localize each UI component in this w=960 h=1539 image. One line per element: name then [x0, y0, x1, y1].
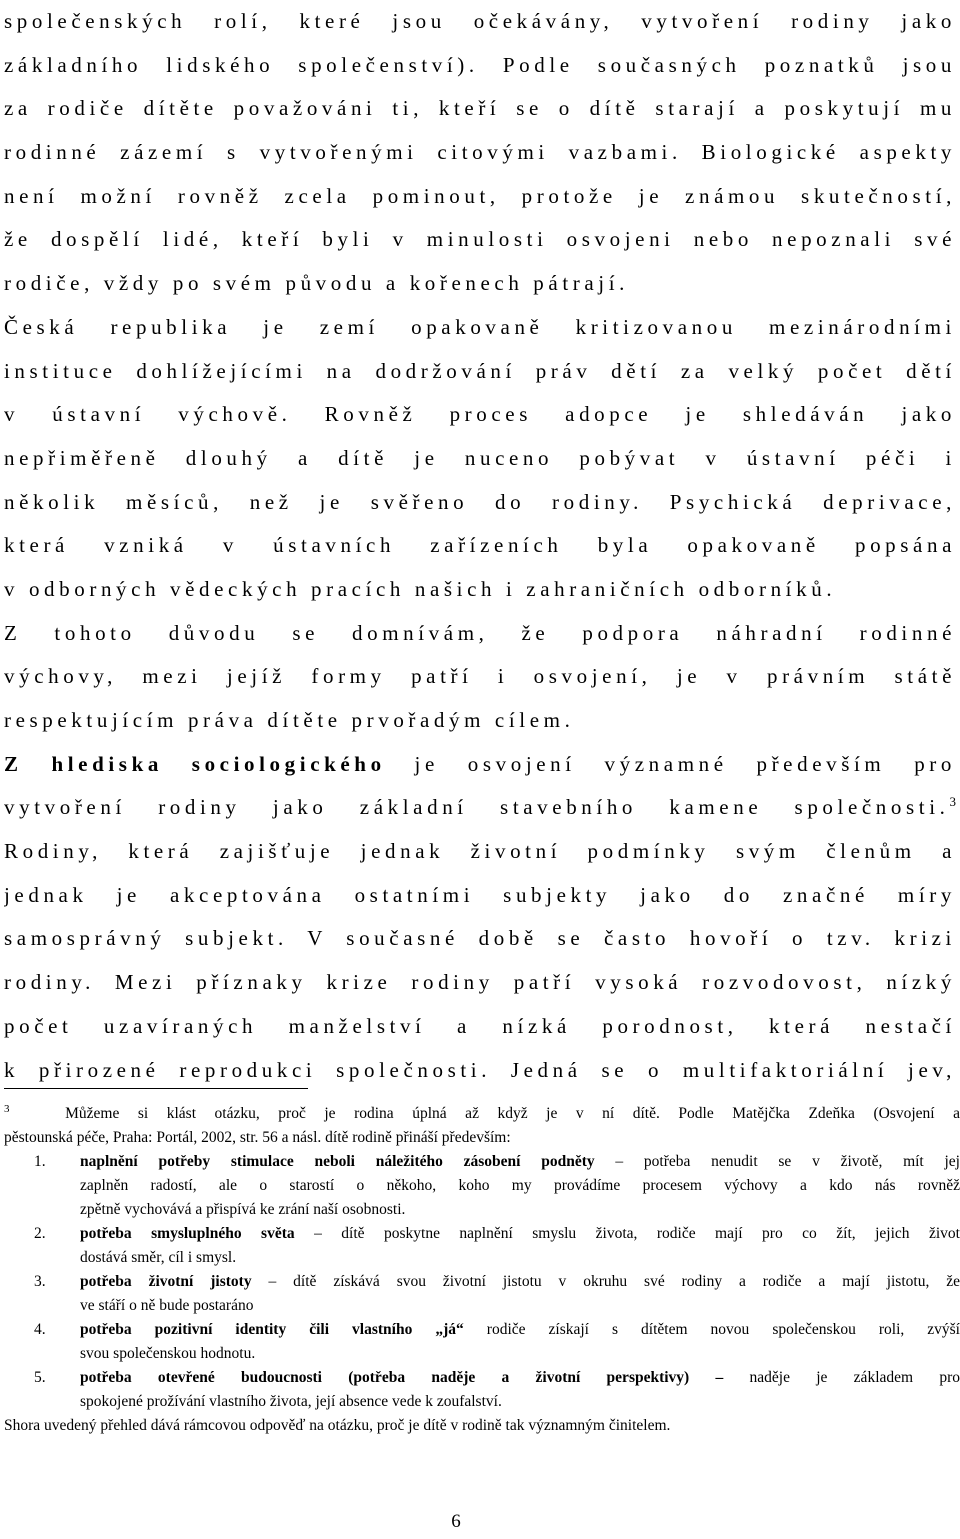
footnote-line	[80, 1270, 960, 1294]
text-line: počet uzavíraných manželství a nízká porodnost, která nestačí	[4, 1013, 956, 1038]
main-text	[4, 0, 956, 1092]
footnote-line	[80, 1150, 960, 1174]
page-number: 6	[451, 1511, 461, 1532]
bold-lead: Z hlediska sociologického	[4, 751, 386, 776]
item-number: 3.	[34, 1273, 46, 1290]
item-text: rodiče získají s dítětem novou společenskou roli, zvýší	[463, 1321, 960, 1338]
footnote-line	[80, 1318, 960, 1342]
text-line: k přirozené reprodukci společnosti. Jedná se o multifaktoriální jev,	[4, 1057, 956, 1082]
footnote-line: spokojené prožívání vlastního života, její absence vede k zoufalství.	[80, 1393, 502, 1410]
text-line: Rodiny, která zajišťuje jednak životní podmínky svým členům a	[4, 839, 956, 864]
text-line: nepřiměřeně dlouhý a dítě je nuceno pobývat v ústavní péči i	[4, 445, 956, 470]
list-item	[4, 1222, 960, 1270]
text-line: za rodiče dítěte považováni ti, kteří se o dítě starají a poskytují mu	[4, 96, 956, 121]
item-heading: naplnění potřeby stimulace neboli náležitého zásobení podněty	[80, 1153, 595, 1170]
text-line: respektujícím práva dítěte prvořadým cílem.	[4, 708, 575, 732]
footnote-line: ve stáří o ně bude postaráno	[80, 1297, 254, 1314]
document-page	[4, 0, 960, 1539]
footnote-line: dostává směr, cíl i smysl.	[80, 1249, 237, 1266]
text-line: rodiny. Mezi příznaky krize rodiny patří vysoká rozvodovost, nízký	[4, 970, 956, 995]
list-item	[4, 1318, 960, 1366]
text-line: v odborných vědeckých pracích našich i zahraničních odborníků.	[4, 576, 837, 601]
footnote-line: pěstounská péče, Praha: Portál, 2002, str. 56 a násl. dítě rodině přináší především:	[4, 1129, 511, 1146]
footnote-line	[4, 1102, 960, 1126]
item-text: naděje je základem pro	[723, 1369, 960, 1386]
list-item	[4, 1366, 960, 1414]
footnote-reference[interactable]: 3	[949, 794, 956, 810]
text-line: instituce dohlížejícími na dodržování práv dětí za velký počet dětí	[4, 358, 956, 383]
text-line	[4, 786, 956, 830]
text-line: že dospělí lidé, kteří byli v minulosti osvojeni nebo nepoznali své	[4, 227, 956, 252]
list-item	[4, 1270, 960, 1318]
item-heading: potřeba pozitivní identity čili vlastního „já“	[80, 1321, 464, 1338]
item-heading: potřeba životní jistoty	[80, 1273, 252, 1290]
item-number: 5.	[34, 1369, 46, 1386]
item-number: 2.	[34, 1225, 46, 1242]
item-number: 1.	[34, 1153, 46, 1170]
text-line: výchovy, mezi jejíž formy patří i osvojení, je v právním státě	[4, 664, 956, 689]
text-line: Česká republika je zemí opakovaně kritizovanou mezinárodními	[4, 314, 956, 339]
text-line: Z tohoto důvodu se domnívám, že podpora náhradní rodinné	[4, 620, 956, 645]
item-number: 4.	[34, 1321, 46, 1338]
text-line: která vzniká v ústavních zařízeních byla opakovaně popsána	[4, 533, 956, 558]
footnote-line: zpětně vychovává a přispívá ke zrání naší osobnosti.	[80, 1201, 406, 1218]
footnotes	[4, 1102, 960, 1438]
item-heading: potřeba otevřené budoucnosti (potřeba naděje a životní perspektivy) –	[80, 1369, 724, 1386]
text-span: je osvojení významné především pro	[385, 751, 956, 776]
footnote-line: zaplněn radostí, ale o starostí o někoho, koho my provádíme procesem výchovy a kdo nás rovněž	[80, 1177, 960, 1194]
footnote-marker: 3	[4, 1102, 10, 1115]
text-line: rodinné zázemí s vytvořenými citovými vazbami. Biologické aspekty	[4, 140, 956, 165]
text-line	[4, 743, 956, 787]
text-line: základního lidského společenství). Podle současných poznatků jsou	[4, 52, 956, 77]
item-text: – dítě poskytne naplnění smyslu života, rodiče mají pro co žít, jejich život	[294, 1225, 960, 1242]
list-item	[4, 1150, 960, 1222]
text-line: několik měsíců, než je svěřeno do rodiny. Psychická deprivace,	[4, 489, 956, 514]
text-line: rodiče, vždy po svém původu a kořenech pátrají.	[4, 271, 629, 296]
text-line: v ústavní výchově. Rovněž proces adopce je shledáván jako	[4, 402, 956, 427]
text-line: jednak je akceptována ostatními subjekty jako do značné míry	[4, 882, 956, 907]
item-text: – potřeba nenudit se v životě, mít jej	[594, 1153, 960, 1170]
footnote-divider	[4, 1088, 308, 1089]
footnote-text: Můžeme si klást otázku, proč je rodina úplná až když je v ní dítě. Podle Matějčka Zdeňka (Osvojení a	[65, 1105, 960, 1122]
footnote-line: svou společenskou hodnotu.	[80, 1345, 256, 1362]
footnote-line	[80, 1366, 960, 1390]
text-line: společenských rolí, které jsou očekávány, vytvoření rodiny jako	[4, 9, 956, 33]
text-line: samosprávný subjekt. V současné době se často hovoří o tzv. krizi	[4, 926, 956, 951]
text-span: vytvoření rodiny jako základní stavebního kamene společnosti.	[4, 795, 950, 820]
item-text: – dítě získává svou životní jistotu v okruhu své rodiny a rodiče a mají jistotu, že	[251, 1273, 960, 1290]
text-line: není možní rovněž zcela pominout, protože je známou skutečností,	[4, 183, 956, 208]
footnote-closing: Shora uvedený přehled dává rámcovou odpověď na otázku, proč je dítě v rodině tak významným činitelem.	[4, 1417, 671, 1434]
item-heading: potřeba smysluplného světa	[80, 1225, 295, 1242]
footnote-line	[80, 1222, 960, 1246]
